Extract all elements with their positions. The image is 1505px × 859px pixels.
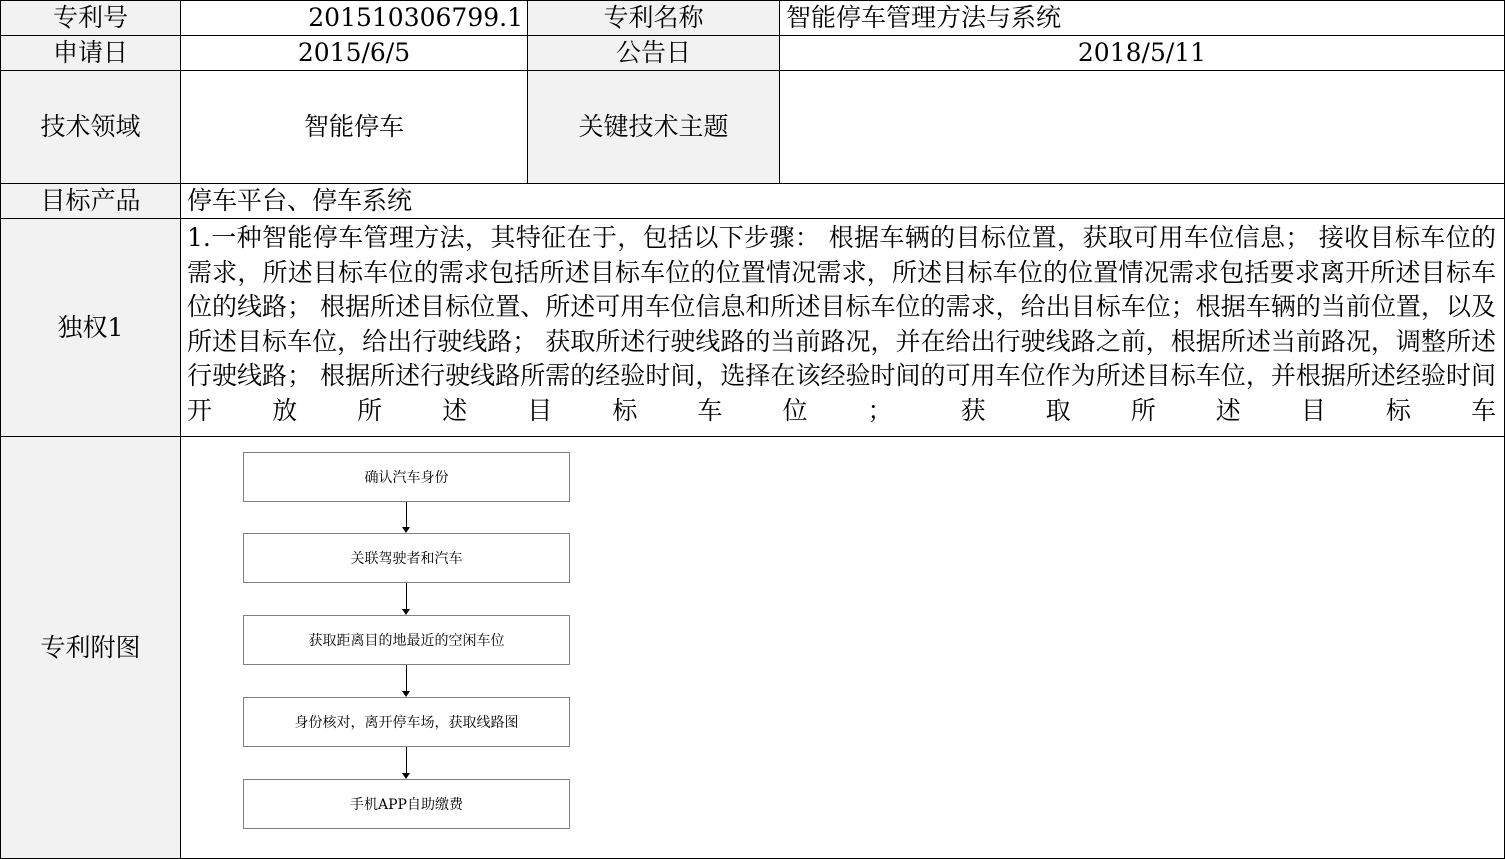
flow-connector (406, 583, 407, 609)
drawing-label-text: 专利附图 (40, 632, 141, 662)
claim-label-text: 独权1 (57, 312, 124, 342)
flow-step-2 (243, 533, 570, 583)
flow-step-4 (243, 697, 570, 747)
flow-step-1-text: 确认汽车身份 (364, 470, 449, 486)
tech-field-value (181, 71, 528, 184)
tech-field-value-text: 智能停车 (303, 112, 404, 141)
flow-connector (406, 747, 407, 773)
flow-connector (406, 502, 407, 527)
flow-step-5 (243, 779, 570, 829)
flow-step-2-text: 关联驾驶者和汽车 (350, 551, 463, 567)
key-topic-label-text: 关键技术主题 (578, 112, 729, 141)
claim-label (0, 219, 181, 437)
flow-step-3 (243, 615, 570, 665)
flow-step-4-text: 身份核对，离开停车场，获取线路图 (294, 715, 519, 731)
flow-step-5-text: 手机APP自助缴费 (350, 797, 463, 813)
key-topic-value (780, 71, 1505, 184)
patent-number-label: 专利号 (0, 0, 181, 36)
flow-step-3-text: 获取距离目的地最近的空闲车位 (308, 633, 505, 649)
publish-date-value: 2018/5/11 (780, 36, 1505, 71)
apply-date-label: 申请日 (0, 36, 181, 71)
target-product-value: 停车平台、停车系统 (181, 184, 1505, 219)
patent-name-label: 专利名称 (528, 0, 780, 36)
flow-connector (406, 665, 407, 691)
patent-name-value: 智能停车管理方法与系统 (780, 0, 1505, 36)
target-product-label: 目标产品 (0, 184, 181, 219)
tech-field-label (0, 71, 181, 184)
tech-field-label-text: 技术领域 (40, 112, 141, 141)
apply-date-value: 2015/6/5 (181, 36, 528, 71)
flow-step-1 (243, 452, 570, 502)
publish-date-label: 公告日 (528, 36, 780, 71)
claim-value: 1.一种智能停车管理方法，其特征在于，包括以下步骤： 根据车辆的目标位置，获取可用车位信息； 接收目标车位的需求，所述目标车位的需求包括所述目标车位的位置情况需求，所述目标车位的位置情况需求包括要求离开所述目标车位的线路； 根据所述目标位置、所述可用车位信息和所述目标车位的需求，给出目标车位；根据车辆的当前位置，以及所述目标车位，给出行驶线路； 获取所述行驶线路的当前路况，并在给出行驶线路之前，根据所述当前路况，调整所述行驶线路； 根据所述行驶线路所需的经验时间，选择在该经验时间的可用车位作为所述目标车位，并根据所述经验时间开放所述目标车位； 获取所述目标车 (181, 219, 1505, 437)
drawing-label (0, 437, 181, 859)
key-topic-label (528, 71, 780, 184)
patent-number-value: 201510306799.1 (181, 0, 528, 36)
